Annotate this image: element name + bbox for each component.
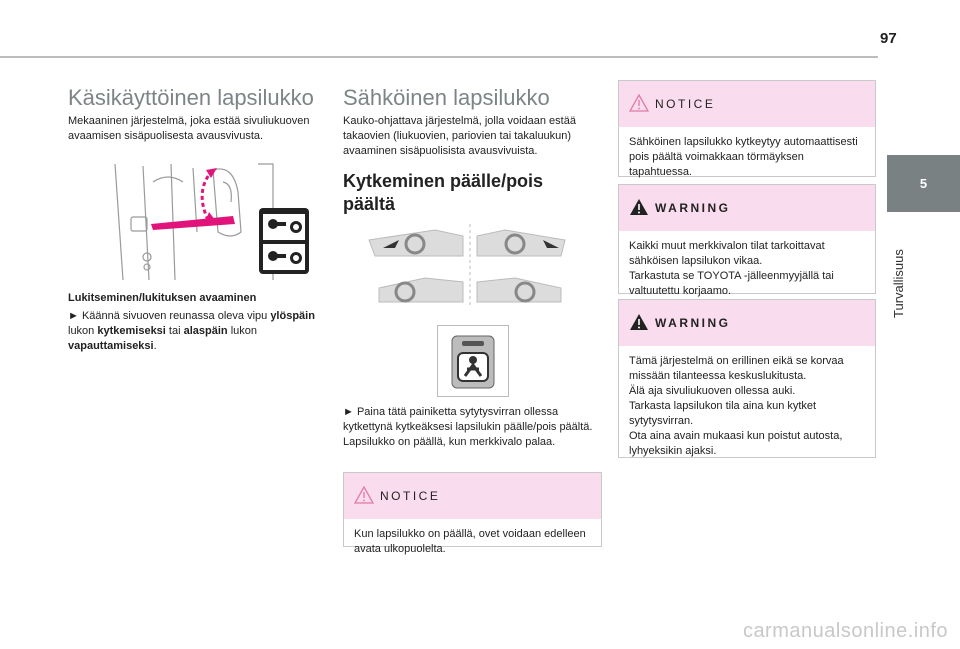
- warning-box: [618, 299, 876, 458]
- footer-watermark: carmanualsonline.info: [742, 620, 948, 642]
- notice-text: Sähköinen lapsilukko kytkeytyy automaattisesti pois päältä voimakkaan törmäyksen tapahtuessa.: [629, 136, 858, 178]
- notice-box: [618, 80, 876, 177]
- warning-text: Kaikki muut merkkivalon tilat tarkoittavat sähköisen lapsilukon vikaa. Tarkastuta se TOYOTA -jälleenmyyjällä tai valtuutettu korjaamo.: [629, 240, 834, 297]
- manual-step: [68, 309, 326, 354]
- manual-intro: Mekaaninen järjestelmä, joka estää sivuliukuoven avaamisen sisäpuolisesta avausvivusta.: [68, 115, 310, 142]
- chapter-title: [887, 212, 960, 342]
- step-text: lukon: [68, 325, 95, 337]
- dashboard-variants-illustration: [365, 222, 575, 310]
- notice-body: [619, 127, 875, 188]
- page-number: 97: [880, 30, 897, 47]
- notice-body: [344, 519, 601, 565]
- step-lock: kytkemiseksi: [97, 325, 166, 337]
- step-text: lukon: [230, 325, 257, 337]
- notice-title: NOTICE: [655, 97, 716, 111]
- step-text: Paina tätä painiketta sytytysvirran ollessa kytkettynä kytkeäksesi lapsilukin päälle/pois päältä.: [343, 406, 593, 433]
- chapter-tab[interactable]: 5: [887, 155, 960, 212]
- notice-header: [619, 81, 875, 127]
- section-title-manual: Käsikäyttöinen lapsilukko: [68, 85, 314, 110]
- step-down: alaspäin: [183, 325, 228, 337]
- notice-box: [343, 472, 602, 555]
- step-text: Käännä sivuoven reunassa oleva vipu: [81, 310, 268, 322]
- warning-title: WARNING: [655, 201, 731, 215]
- warning-triangle-icon: [629, 198, 649, 216]
- electric-step: [343, 405, 601, 450]
- step-arrow: ►: [68, 310, 79, 322]
- notice-text: Kun lapsilukko on päällä, ovet voidaan edelleen avata ulkopuolelta.: [354, 528, 586, 555]
- step-unlock: vapauttamiseksi: [68, 340, 154, 352]
- notice-triangle-icon: [629, 94, 649, 112]
- warning-header: [619, 185, 875, 231]
- section-title-electric: Sähköinen lapsilukko: [343, 85, 550, 110]
- door-lever-illustration: [113, 162, 323, 282]
- child-lock-button-illustration: [437, 325, 509, 397]
- warning-body: [619, 231, 875, 307]
- electric-intro: Kauko-ohjattava järjestelmä, jolla voidaan estää takaovien (liukuovien, pariovien tai takaluukun) avaaminen sisäpuolisista avausvivuista.: [343, 115, 576, 157]
- switch-heading: Kytkeminen päälle/pois päältä: [343, 171, 544, 214]
- step-up: ylöspäin: [270, 310, 315, 322]
- chapter-title-text: Turvallisuus: [891, 249, 906, 318]
- step-arrow: ►: [343, 406, 354, 418]
- warning-text: Tämä järjestelmä on erillinen eikä se korvaa missään tilanteessa keskuslukitusta. Älä aja sivuliukuoven ollessa auki. Tarkasta lapsilukon tila aina kun kytket sytytysvirran. Ota aina avain mukaasi kun poistut autosta, lyhyeksikin ajaksi.: [629, 355, 844, 457]
- notice-triangle-icon: [354, 486, 374, 504]
- step-text: tai: [168, 325, 181, 337]
- warning-triangle-icon: [629, 313, 649, 331]
- notice-title: NOTICE: [380, 489, 441, 503]
- warning-body: [619, 346, 875, 467]
- warning-box: [618, 184, 876, 297]
- notice-header: [344, 473, 601, 519]
- step-end: .: [153, 340, 157, 352]
- warning-header: [619, 300, 875, 346]
- header-rule: [0, 56, 878, 58]
- manual-subheading: Lukitseminen/lukituksen avaaminen: [68, 292, 257, 304]
- warning-title: WARNING: [655, 316, 731, 330]
- step-text: Lapsilukko on päällä, kun merkkivalo palaa.: [343, 436, 556, 448]
